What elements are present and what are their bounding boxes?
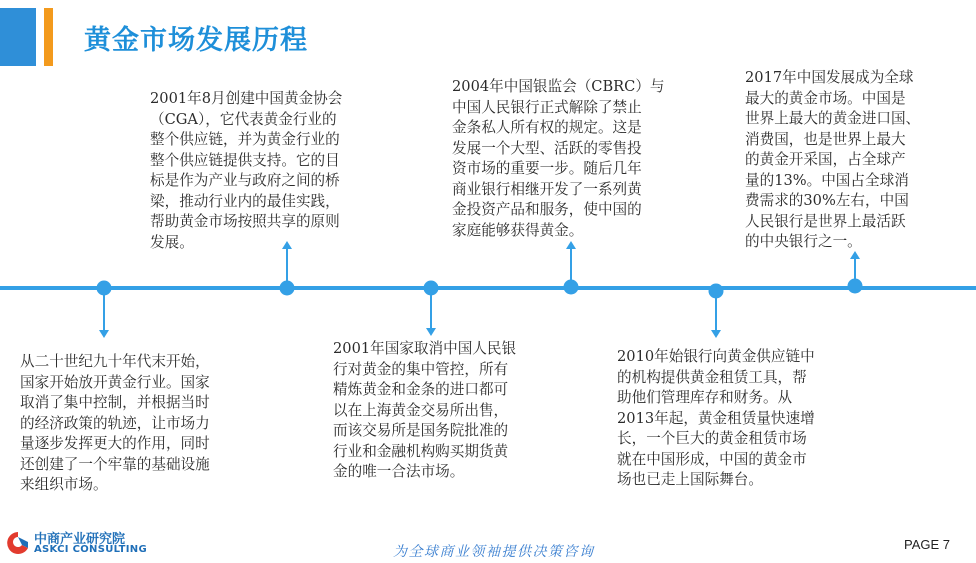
page-number: PAGE 7: [903, 537, 950, 552]
connector-down-2: [430, 290, 432, 328]
arrow-down-2: [426, 328, 436, 336]
event-text-2001-sge: 2001年国家取消中国人民银 行对黄金的集中管控，所有 精炼黄金和金条的进口都可 以在上海黄金交易所出售， 而该交易所是国务院批准的 行业和金融机构购买期货黄 金的唯一合法市场。: [333, 340, 517, 480]
logo-text-cn: 中商产业研究院: [34, 532, 126, 547]
connector-down-3: [715, 292, 717, 330]
arrow-up-2: [566, 241, 576, 249]
connector-up-3: [854, 258, 856, 288]
logo-text-en: ASKCI CONSULTING: [34, 544, 147, 555]
title-accent-bar-orange: [44, 8, 53, 66]
event-text-1990s: 从二十世纪九十年代末开始， 国家开始放开黄金行业。国家 取消了集中控制，并根据当时 的经济政策的轨迹，让市场力 量逐步发挥更大的作用，同时 还创建了一个牢靠的基础设施 来组织市场。: [20, 353, 210, 493]
event-text-2010-leasing: 2010年始银行向黄金供应链中 的机构提供黄金租赁工具，帮 助他们管理库存和财务。从 2013年起，黄金租赁量快速增 长，一个巨大的黄金租赁市场 就在中国形成，中国的黄金市 场也已走上国际舞台。: [617, 348, 815, 488]
footer-slogan: 为全球商业领袖提供决策咨询: [393, 544, 595, 560]
connector-up-2: [570, 248, 572, 288]
connector-up-1: [286, 248, 288, 288]
company-logo: [6, 528, 166, 560]
event-text-2017: 2017年中国发展成为全球 最大的黄金市场。中国是 世界上最大的黄金进口国、 消费国，也是世界上最大 的黄金开采国，占全球产 量的13%。中国占全球消 费需求的30%左右，中国 人民银行是世界上最活跃 的中央银行之一。: [745, 69, 921, 250]
arrow-down-1: [99, 330, 109, 338]
arrow-down-3: [711, 330, 721, 338]
event-text-2001-cga: 2001年8月创建中国黄金协会 （CGA），它代表黄金行业的 整个供应链，并为黄金行业的 整个供应链提供支持。它的目 标是作为产业与政府之间的桥 梁，推动行业内的最佳实践， 帮助黄金市场按照共享的原则 发展。: [150, 90, 343, 251]
timeline-line: [0, 286, 976, 290]
slide-title: 黄金市场发展历程: [84, 25, 308, 56]
logo-mark-icon: [6, 530, 30, 556]
connector-down-1: [103, 290, 105, 330]
title-accent-bar-blue: [0, 8, 36, 66]
event-text-2004-cbrc: 2004年中国银监会（CBRC）与 中国人民银行正式解除了禁止 金条私人所有权的规定。这是 发展一个大型、活跃的零售投 资市场的重要一步。随后几年 商业银行相继开发了一系列黄 金投资产品和服务，使中国的 家庭能够获得黄金。: [452, 78, 665, 239]
